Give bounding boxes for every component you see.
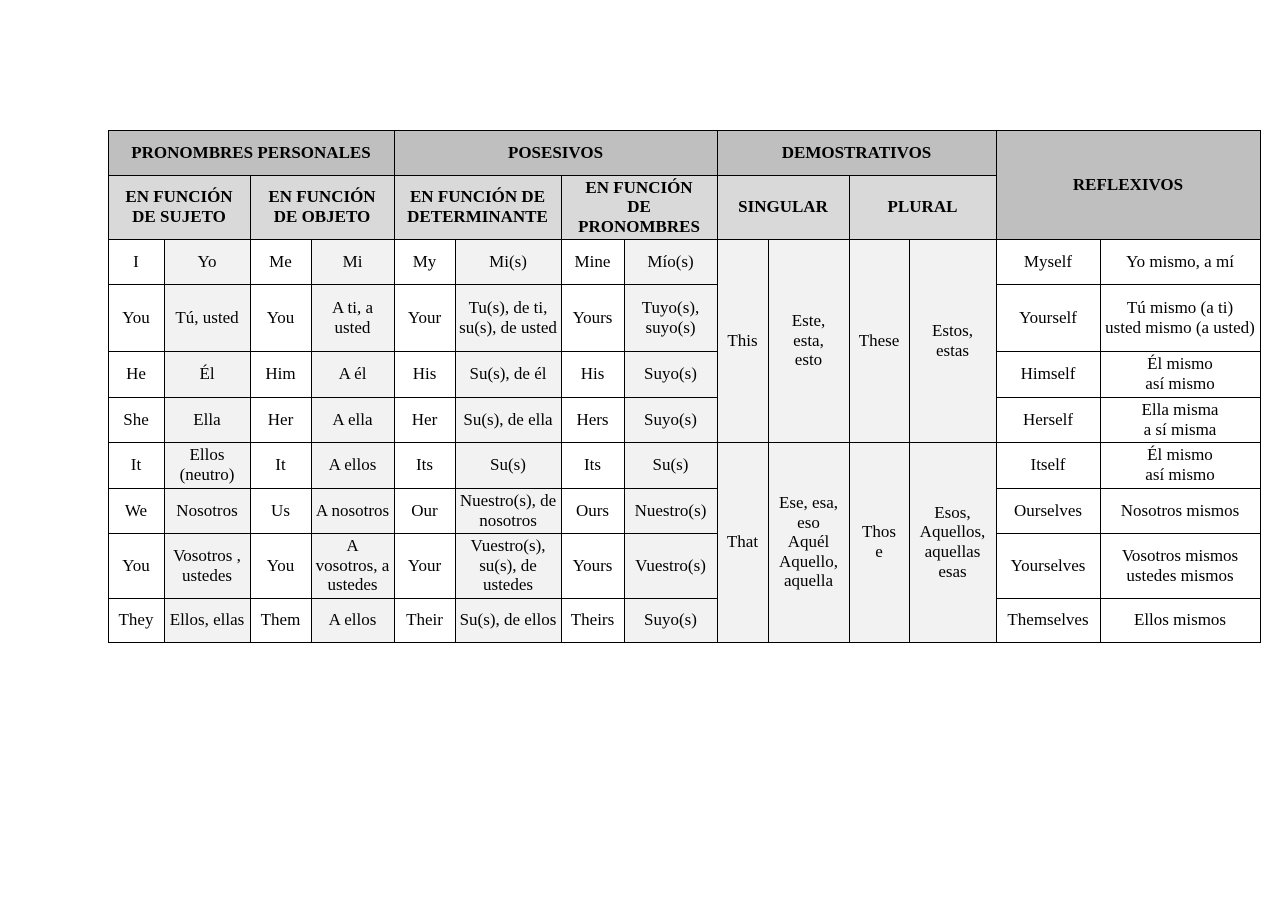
demo-those-es-text: Aquellos, (919, 522, 986, 542)
cell-p-en (561, 397, 624, 442)
grid-line (996, 598, 1261, 599)
cell-r-en (996, 488, 1100, 533)
demo-this-es-text: Este, (791, 311, 826, 331)
grid-line (108, 175, 997, 176)
grid-line (996, 351, 1261, 352)
cell-d-es-text: Su(s) (490, 455, 526, 475)
cell-p-es-text: Su(s) (652, 455, 689, 475)
cell-r-en-text: Himself (1020, 364, 1076, 384)
cell-o-en (250, 397, 311, 442)
demo-this-text: This (727, 330, 758, 350)
grid-line (250, 175, 251, 643)
cell-r-es-text: Tú mismo (a ti) (1126, 297, 1234, 317)
cell-p-en (561, 488, 624, 533)
demo-that-es-text: eso (797, 512, 820, 532)
grid-line (996, 130, 997, 643)
demo-those-es (909, 442, 996, 642)
cell-p-es-text: Mío(s) (647, 251, 694, 271)
cell-d-es-text: Su(s), de ellos (459, 610, 557, 630)
cell-p-es (624, 397, 717, 442)
cell-s-es-text: Nosotros (176, 500, 238, 520)
header-pronombres-text: EN FUNCIÓN (585, 177, 693, 197)
cell-r-es (1100, 397, 1260, 442)
cell-r-en (996, 397, 1100, 442)
cell-p-es (624, 442, 717, 488)
cell-r-es (1100, 488, 1260, 533)
grid-line (909, 239, 910, 643)
cell-s-es-text: Yo (197, 251, 217, 271)
cell-s-es-text: Ella (193, 409, 221, 429)
cell-d-en-text: Its (416, 455, 433, 475)
cell-s-en-text: You (122, 307, 150, 327)
cell-o-en-text: Him (265, 364, 296, 384)
cell-p-en-text: Yours (572, 307, 613, 327)
cell-o-es (311, 397, 394, 442)
header-pronombres-text: DE (627, 197, 651, 217)
grid-line (108, 488, 718, 489)
header-objeto-text: EN FUNCIÓN (268, 187, 376, 207)
demo-these (849, 239, 909, 442)
demo-this-es-text: esta, (793, 330, 824, 350)
demo-these-es-text: estas (935, 340, 970, 360)
cell-r-es-text: Yo mismo, a mí (1126, 251, 1234, 271)
cell-o-es-text: A nosotros (315, 500, 390, 520)
cell-p-en (561, 598, 624, 642)
demo-that-es (768, 442, 849, 642)
demo-those-es-text: esas (938, 561, 967, 581)
cell-p-en-text: Ours (575, 500, 610, 520)
cell-r-es (1100, 442, 1260, 488)
cell-o-en-text: It (275, 455, 286, 475)
cell-d-en-text: Your (407, 555, 442, 575)
cell-p-en (561, 239, 624, 284)
cell-r-es-text: Él mismo (1147, 445, 1213, 465)
cell-d-es-text: Su(s), de él (469, 364, 547, 384)
grid-line (717, 130, 718, 643)
demo-that-es-text: Aquello, (778, 551, 839, 571)
header-objeto (250, 175, 394, 239)
cell-s-es (164, 598, 250, 642)
grid-line (108, 598, 718, 599)
cell-p-en (561, 284, 624, 351)
cell-s-es-text: Ellos, ellas (169, 610, 245, 630)
cell-s-es (164, 442, 250, 488)
cell-d-es-text: Nuestro(s), de nosotros (459, 490, 557, 530)
cell-s-es (164, 239, 250, 284)
header-pronombres-text: PRONOMBRES (578, 216, 700, 236)
cell-r-en-text: Herself (1022, 409, 1074, 429)
header-determinante (394, 175, 561, 239)
cell-s-es-text: Ellos (neutro) (179, 445, 235, 484)
cell-s-en (108, 239, 164, 284)
cell-o-es-text: A ellos (328, 455, 377, 475)
grid-line (108, 442, 1261, 443)
cell-o-en-text: You (266, 555, 295, 575)
cell-r-en (996, 533, 1100, 598)
cell-p-en-text: Its (584, 455, 601, 475)
cell-s-en (108, 397, 164, 442)
cell-d-en (394, 284, 455, 351)
cell-p-es-text: Nuestro(s) (634, 500, 707, 520)
cell-d-en (394, 351, 455, 397)
cell-o-es-text: A ellos (328, 610, 377, 630)
header-sujeto-text: DE SUJETO (132, 207, 226, 226)
grid-line (394, 130, 395, 643)
cell-d-es-text: Mi(s) (489, 251, 527, 271)
cell-r-es-text: Ellos mismos (1133, 610, 1227, 630)
cell-d-es (455, 488, 561, 533)
cell-d-en-text: Your (407, 307, 442, 327)
cell-p-es-text: Vuestro(s) (635, 555, 706, 575)
header-pronombres (561, 175, 717, 239)
cell-o-en (250, 488, 311, 533)
header-reflexivos (996, 130, 1260, 239)
grid-line (996, 488, 1261, 489)
cell-p-es (624, 533, 717, 598)
cell-o-en (250, 284, 311, 351)
cell-r-en (996, 239, 1100, 284)
cell-d-es (455, 442, 561, 488)
cell-o-en-text: You (266, 307, 295, 327)
header-plural-text: PLURAL (887, 197, 958, 217)
cell-o-es-text: A ella (332, 409, 373, 429)
cell-s-es (164, 488, 250, 533)
cell-p-en-text: Theirs (570, 610, 615, 630)
cell-r-es-text: a sí misma (1143, 419, 1217, 439)
cell-s-en-text: I (133, 251, 139, 271)
grid-line (768, 239, 769, 643)
cell-p-es-text: Tuyo(s), suyo(s) (641, 297, 700, 337)
grid-line (624, 239, 625, 643)
header-reflexivos-text: REFLEXIVOS (1072, 174, 1184, 194)
cell-p-es (624, 239, 717, 284)
demo-those (849, 442, 909, 642)
cell-o-en (250, 351, 311, 397)
cell-r-es (1100, 351, 1260, 397)
cell-s-en (108, 442, 164, 488)
cell-r-en-text: Yourselves (1010, 555, 1086, 575)
grid-line (1260, 130, 1261, 643)
cell-d-en-text: My (412, 251, 437, 271)
cell-o-es-text: A ti, a usted (331, 297, 374, 337)
cell-r-es-text: usted mismo (a usted) (1105, 317, 1255, 337)
cell-s-en (108, 598, 164, 642)
cell-d-en (394, 598, 455, 642)
demo-this-es-text: esto (794, 350, 823, 370)
cell-r-es (1100, 533, 1260, 598)
cell-s-en (108, 533, 164, 598)
cell-p-es-text: Suyo(s) (644, 364, 697, 384)
header-posesivos-text: POSESIVOS (507, 142, 604, 162)
header-personales (108, 130, 394, 175)
cell-r-es (1100, 284, 1260, 351)
cell-s-en-text: She (123, 409, 149, 429)
cell-d-en-text: His (412, 364, 437, 384)
demo-that-es-text: Aquél (787, 532, 830, 552)
demo-these-text: These (858, 330, 900, 350)
cell-r-es (1100, 239, 1260, 284)
cell-d-en-text: Our (411, 500, 438, 520)
cell-o-es-text: Mi (342, 251, 363, 271)
grid-line (108, 130, 1261, 131)
cell-p-es-text: Suyo(s) (644, 610, 697, 630)
grid-line (108, 533, 718, 534)
cell-p-es (624, 351, 717, 397)
cell-s-es-text: Vosotros , ustedes (173, 545, 241, 585)
demo-those-text: Thos (862, 522, 896, 542)
cell-d-en (394, 442, 455, 488)
demo-those-text: e (875, 542, 883, 561)
cell-o-es (311, 598, 394, 642)
cell-p-es (624, 488, 717, 533)
cell-s-en-text: They (118, 610, 154, 630)
cell-o-es (311, 442, 394, 488)
cell-d-es (455, 239, 561, 284)
cell-o-es-text: A él (338, 364, 367, 384)
header-sujeto (108, 175, 250, 239)
cell-d-es-text: Su(s), de ella (463, 409, 553, 429)
grid-line (455, 239, 456, 643)
cell-d-es (455, 351, 561, 397)
cell-r-es-text: así mismo (1145, 374, 1215, 393)
demo-that-es-text: aquella (783, 571, 834, 591)
demo-this-es (768, 239, 849, 442)
cell-s-en-text: You (122, 555, 150, 575)
cell-r-en-text: Ourselves (1014, 500, 1082, 520)
cell-r-es-text: Nosotros mismos (1120, 500, 1240, 520)
header-singular-text: SINGULAR (738, 197, 828, 217)
cell-s-es-text: Él (199, 364, 215, 384)
cell-o-en (250, 533, 311, 598)
cell-o-en-text: Them (260, 610, 301, 630)
cell-r-en-text: Yourself (1019, 307, 1077, 327)
cell-r-en (996, 351, 1100, 397)
header-plural (849, 175, 996, 239)
cell-o-en-text: Us (271, 500, 290, 520)
cell-d-es (455, 533, 561, 598)
cell-r-en-text: Themselves (1007, 610, 1089, 630)
cell-r-es (1100, 598, 1260, 642)
header-determinante-text: DETERMINANTE (407, 207, 548, 226)
cell-s-es (164, 351, 250, 397)
header-posesivos (394, 130, 717, 175)
cell-s-en (108, 351, 164, 397)
cell-p-en-text: His (580, 364, 605, 384)
header-objeto-text: DE OBJETO (273, 207, 371, 226)
cell-r-en (996, 442, 1100, 488)
cell-p-es (624, 598, 717, 642)
cell-r-es-text: Ella misma (1141, 399, 1219, 419)
cell-o-es (311, 488, 394, 533)
cell-s-es (164, 533, 250, 598)
cell-r-en-text: Myself (1023, 251, 1073, 271)
header-sujeto-text: EN FUNCIÓN (125, 187, 233, 207)
demo-that-es-text: Ese, esa, (778, 493, 838, 513)
demo-those-es-text: Esos, (934, 502, 971, 522)
cell-d-es (455, 284, 561, 351)
grid-line (561, 175, 562, 643)
cell-s-es (164, 284, 250, 351)
grid-line (108, 239, 1261, 240)
cell-o-en-text: Me (269, 251, 292, 271)
header-determinante-text: EN FUNCIÓN DE (409, 187, 546, 207)
cell-d-es-text: Vuestro(s), su(s), de ustedes (470, 536, 546, 595)
demo-these-es-text: Estos, (931, 320, 974, 340)
cell-d-en-text: Their (406, 610, 443, 630)
grid-line (1100, 239, 1101, 643)
grid-line (108, 397, 718, 398)
cell-p-en (561, 533, 624, 598)
grid-line (164, 239, 165, 643)
cell-r-en-text: Itself (1030, 455, 1066, 475)
demo-that (717, 442, 768, 642)
grid-line (996, 397, 1261, 398)
cell-r-es-text: Él mismo (1147, 354, 1213, 374)
grid-line (108, 284, 718, 285)
grid-line (108, 130, 109, 643)
cell-r-es-text: ustedes mismos (1126, 565, 1234, 585)
cell-o-en-text: Her (267, 409, 294, 429)
cell-p-en (561, 442, 624, 488)
cell-o-en (250, 598, 311, 642)
demo-those-es-text: aquellas (924, 542, 981, 561)
cell-o-en (250, 442, 311, 488)
cell-s-en (108, 284, 164, 351)
cell-d-en (394, 488, 455, 533)
demo-that-text: That (726, 532, 759, 552)
header-demostrativos-text: DEMOSTRATIVOS (781, 142, 932, 162)
cell-r-es-text: Vosotros mismos (1121, 545, 1239, 565)
cell-o-es (311, 284, 394, 351)
cell-d-en (394, 239, 455, 284)
cell-p-en-text: Hers (576, 409, 609, 429)
demo-these-es (909, 239, 996, 442)
cell-d-en-text: Her (411, 409, 438, 429)
cell-d-en (394, 397, 455, 442)
grid-line (996, 284, 1261, 285)
grid-line (849, 175, 850, 643)
cell-s-es (164, 397, 250, 442)
cell-p-en (561, 351, 624, 397)
cell-d-en (394, 533, 455, 598)
cell-s-en-text: It (130, 455, 142, 475)
cell-s-en-text: He (126, 364, 146, 384)
grid-line (108, 642, 1261, 643)
cell-s-es-text: Tú, usted (175, 307, 239, 327)
grid-line (311, 239, 312, 643)
cell-d-es (455, 598, 561, 642)
cell-o-es (311, 533, 394, 598)
cell-o-en (250, 239, 311, 284)
cell-r-es-text: así mismo (1145, 465, 1215, 484)
cell-o-es (311, 351, 394, 397)
header-demostrativos (717, 130, 996, 175)
cell-o-es-text: A vosotros, a ustedes (315, 536, 390, 595)
cell-p-es (624, 284, 717, 351)
cell-p-en-text: Yours (572, 555, 613, 575)
cell-o-es (311, 239, 394, 284)
grid-line (996, 533, 1261, 534)
cell-s-en (108, 488, 164, 533)
grid-line (108, 351, 718, 352)
cell-r-en (996, 284, 1100, 351)
cell-r-en (996, 598, 1100, 642)
cell-s-en-text: We (124, 500, 148, 520)
cell-d-es (455, 397, 561, 442)
header-singular (717, 175, 849, 239)
demo-this (717, 239, 768, 442)
cell-d-es-text: Tu(s), de ti, su(s), de usted (459, 297, 557, 337)
cell-p-en-text: Mine (574, 251, 611, 271)
cell-p-es-text: Suyo(s) (644, 409, 697, 429)
header-personales-text: PRONOMBRES PERSONALES (131, 142, 371, 162)
